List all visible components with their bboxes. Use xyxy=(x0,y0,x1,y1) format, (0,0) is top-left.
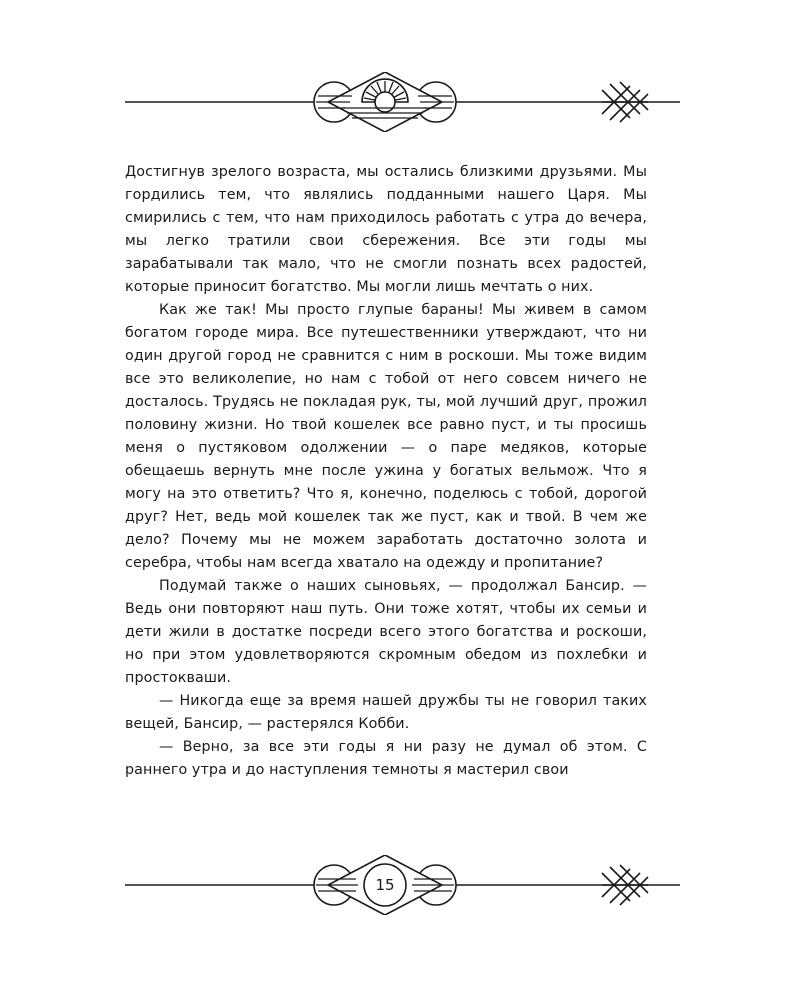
header-ornament-graphic xyxy=(0,72,800,132)
paragraph: Подумай также о наших сыновьях, — продолжал Бансир. — Ведь они повторяют наш путь. Они тоже хотят, чтобы их семьи и дети жили в достатке посреди всего этого богатства и роскоши, но при этом удовлетворяются скромным обедом из похлебки и простокваши. xyxy=(125,578,647,686)
body-text xyxy=(125,161,647,782)
header-ornament xyxy=(0,72,800,132)
page-number: 15 xyxy=(375,876,395,894)
sunrise-icon xyxy=(314,72,456,132)
paragraph: — Никогда еще за время нашей дружбы ты не говорил таких вещей, Бансир, — растерялся Кобби. xyxy=(125,693,647,732)
paragraph: Как же так! Мы просто глупые бараны! Мы живем в самом богатом городе мира. Все путешественники утверждают, что ни один другой город не сравнится с ним в роскоши. Мы тоже видим все это великолепие, но нам с тобой от него совсем ничего не досталось. Трудясь не покладая рук, ты, мой лучший друг, прожил половину жизни. Но твой кошелек все равно пуст, и ты просишь меня о пустяковом одолжении — о паре медяков, которые обещаешь вернуть мне после ужина у богатых вельмож. Что я могу на это ответить? Что я, конечно, поделюсь с тобой, дорогой друг? Нет, ведь мой кошелек так же пуст, как и твой. В чем же дело? Почему мы не можем заработать достаточно золота и серебра, чтобы нам всегда хватало на одежду и пропитание? xyxy=(125,302,647,571)
paragraph: — Верно, за все эти годы я ни разу не думал об этом. С раннего утра и до наступления темноты я мастерил свои xyxy=(125,739,647,778)
lattice-knot-icon xyxy=(602,82,648,122)
paragraph: Достигнув зрелого возраста, мы остались близкими друзьями. Мы гордились тем, что являлись подданными нашего Царя. Мы смирились с тем, что нам приходилось работать с утра до вечера, мы легко тратили свои сбережения. Все эти годы мы зарабатывали так мало, что не смогли познать всех радостей, которые приносит богатство. Мы могли лишь мечтать о них. xyxy=(125,164,647,295)
lattice-knot-icon xyxy=(602,865,648,905)
